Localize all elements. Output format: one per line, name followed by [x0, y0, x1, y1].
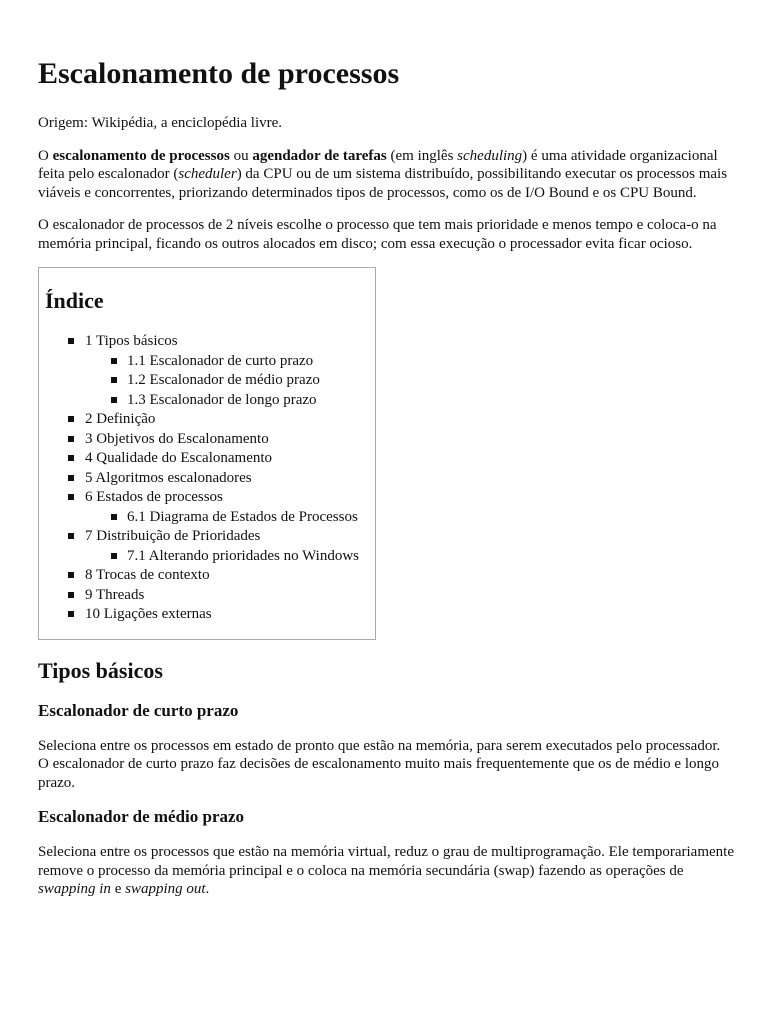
toc-link-6[interactable]: 6 Estados de processos	[85, 489, 223, 505]
toc-link-1-2[interactable]: 1.2 Escalonador de médio prazo	[127, 372, 320, 388]
page-title: Escalonamento de processos	[38, 57, 400, 90]
origin-note: Origem: Wikipédia, a enciclopédia livre.	[38, 115, 283, 131]
toc-item	[45, 410, 375, 430]
toc-link-3[interactable]: 3 Objetivos do Escalonamento	[85, 430, 269, 447]
intro-text-2: ou	[229, 147, 253, 164]
toc-list	[45, 332, 375, 625]
toc-link-1[interactable]: 1 Tipos básicos	[85, 333, 178, 349]
intro-bold-term-1: escalonamento de processos	[52, 147, 230, 164]
toc-link-10[interactable]: 10 Ligações externas	[85, 606, 212, 622]
toc-link-7-1[interactable]: 7.1 Alterando prioridades no Windows	[127, 547, 360, 564]
toc-link-8[interactable]: 8 Trocas de contexto	[85, 567, 210, 583]
toc-link-9[interactable]: 9 Threads	[85, 586, 145, 603]
table-of-contents	[38, 267, 376, 640]
toc-link-1-3[interactable]: 1.3 Escalonador de longo prazo	[127, 391, 317, 408]
toc-item	[45, 469, 375, 489]
toc-link-6-1[interactable]: 6.1 Diagrama de Estados de Processos	[127, 508, 358, 525]
intro-bold-term-2: agendador de tarefas	[252, 147, 387, 164]
toc-item	[45, 527, 375, 547]
subsection-heading-curto-prazo: Escalonador de curto prazo	[38, 700, 239, 720]
toc-item	[45, 566, 375, 586]
intro-italic-2: scheduler	[178, 166, 237, 182]
toc-item	[45, 449, 375, 469]
medio-italic-2: swapping out	[125, 881, 206, 897]
intro-text-4: ) é uma atividade organizacional feita pelo escalonador (	[38, 147, 718, 182]
toc-item	[45, 352, 375, 372]
second-paragraph: O escalonador de processos de 2 níveis escolhe o processo que tem mais prioridade e menos tempo e coloca-o na memória principal, ficando os outros alocados em disco; com essa execução o processador evita ficar ocioso.	[38, 217, 717, 252]
medio-text-1: Seleciona entre os processos que estão na memória virtual, reduz o grau de multiprogramação. Ele temporariamente remove o processo da memória principal e o coloca na memória secundária (swap) fazendo as operações de	[38, 844, 734, 879]
toc-link-7[interactable]: 7 Distribuição de Prioridades	[85, 528, 261, 544]
toc-item	[45, 586, 375, 606]
intro-text-3: (em inglês	[386, 147, 458, 164]
toc-item	[45, 391, 375, 411]
intro-italic-1: scheduling	[457, 147, 523, 164]
intro-text-1: O	[38, 147, 53, 164]
intro-paragraph	[38, 147, 734, 203]
toc-item	[45, 488, 375, 508]
toc-item	[45, 430, 375, 450]
toc-item	[45, 371, 375, 391]
toc-heading: Índice	[45, 288, 104, 313]
toc-link-4[interactable]: 4 Qualidade do Escalonamento	[85, 450, 273, 466]
toc-link-5[interactable]: 5 Algoritmos escalonadores	[85, 469, 252, 486]
medio-text-2: e	[110, 881, 126, 897]
toc-link-2[interactable]: 2 Definição	[85, 411, 156, 427]
toc-item	[45, 547, 375, 567]
toc-item	[45, 508, 375, 528]
medio-text-3: .	[205, 881, 210, 897]
intro-text-5: ) da CPU ou de um sistema distribuído, possibilitando executar os processos mais viáveis e concorrentes, priorizando determinados tipos de processos, como os de I/O Bound e os CPU Bound.	[38, 166, 728, 201]
toc-item	[45, 605, 375, 625]
medio-italic-1: swapping in	[38, 881, 111, 897]
toc-link-1-1[interactable]: 1.1 Escalonador de curto prazo	[127, 352, 314, 369]
curto-prazo-paragraph: Seleciona entre os processos em estado de pronto que estão na memória, para serem executados pelo processador. O escalonador de curto prazo faz decisões de escalonamento muito mais frequentemente que os de médio e longo prazo.	[38, 737, 721, 791]
section-heading-tipos-basicos: Tipos básicos	[38, 657, 163, 683]
toc-item	[45, 332, 375, 352]
medio-prazo-paragraph	[38, 843, 734, 899]
subsection-heading-medio-prazo: Escalonador de médio prazo	[38, 807, 245, 826]
